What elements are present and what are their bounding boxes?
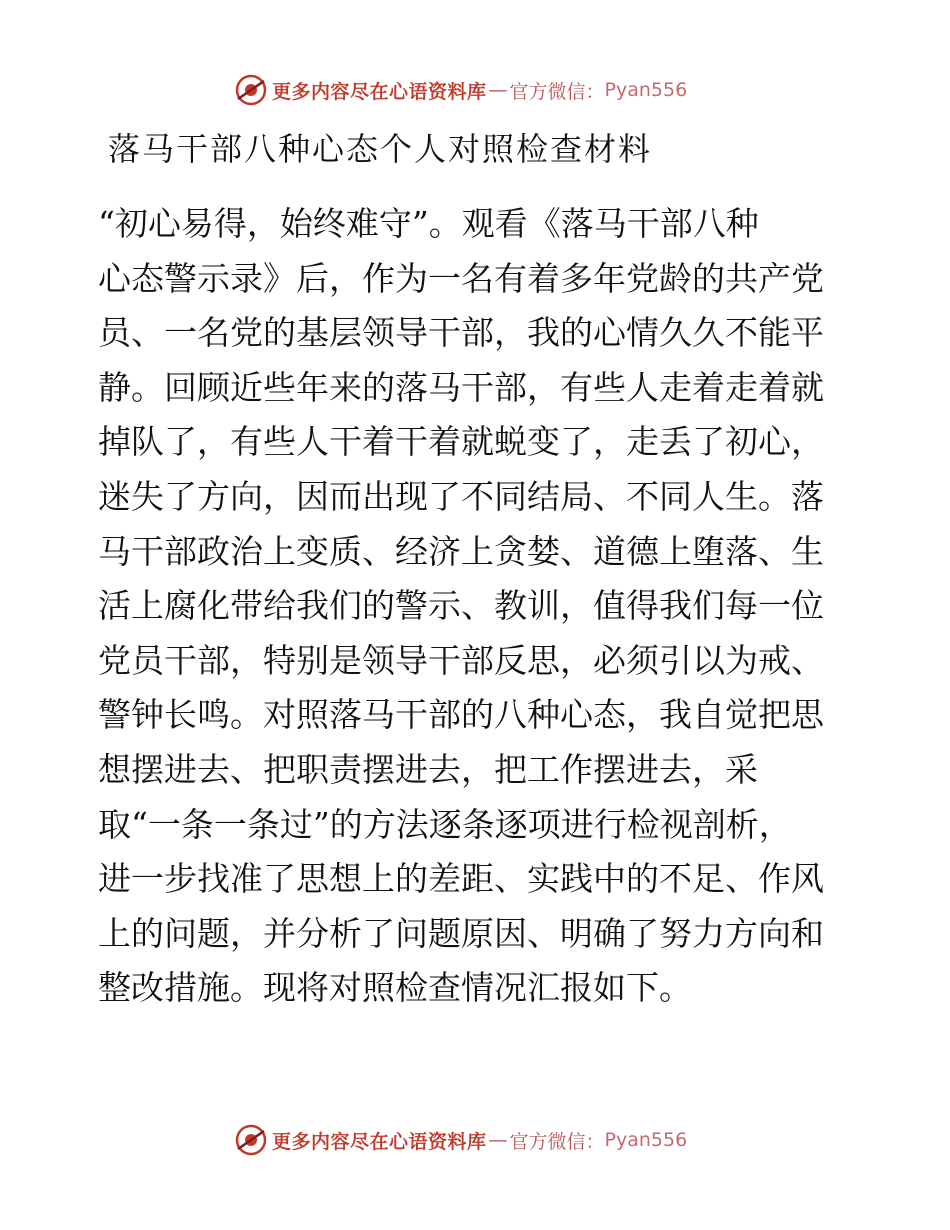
- banner-wechat-id: Pyan556: [604, 79, 688, 101]
- header-banner: [234, 72, 687, 108]
- body-line: 想摆进去、把职责摆进去，把工作摆进去，采: [98, 749, 758, 789]
- body-line: 心态警示录》后，作为一名有着多年党龄的共产党: [98, 258, 824, 298]
- body-line: 员、一名党的基层领导干部，我的心情久久不能平: [98, 313, 824, 353]
- body-line: 静。回顾近些年来的落马干部，有些人走着走着就: [98, 367, 824, 407]
- footer-banner: [234, 1122, 687, 1158]
- brand-logo-icon: [234, 1123, 268, 1157]
- body-line: 党员干部，特别是领导干部反思，必须引以为戒、: [98, 640, 824, 680]
- body-line: 取“一条一条过”的方法逐条逐项进行检视剖析，: [98, 804, 792, 844]
- body-line: “初心易得，始终难守”。观看《落马干部八种: [98, 204, 759, 243]
- document-body: [98, 197, 858, 1016]
- body-line: 上的问题，并分析了问题原因、明确了努力方向和: [98, 913, 824, 953]
- body-line: 马干部政治上变质、经济上贪婪、道德上堕落、生: [98, 531, 824, 571]
- body-line: 警钟长鸣。对照落马干部的八种心态，我自觉把思: [98, 695, 824, 735]
- brand-logo-icon: [234, 73, 268, 107]
- body-line: 活上腐化带给我们的警示、教训，值得我们每一位: [98, 586, 824, 626]
- banner-site-name: 更多内容尽在心语资料库: [272, 1130, 487, 1153]
- banner-site-name: 更多内容尽在心语资料库: [272, 80, 487, 103]
- body-line: 掉队了，有些人干着干着就蜕变了，走丢了初心，: [98, 422, 824, 462]
- banner-dash: —: [488, 1129, 508, 1151]
- banner-dash: —: [488, 79, 508, 101]
- document-title: 落马干部八种心态个人对照检查材料: [108, 130, 653, 168]
- banner-wechat-label: 官方微信：: [509, 1130, 605, 1153]
- body-line: 进一步找准了思想上的差距、实践中的不足、作风: [98, 859, 824, 899]
- banner-wechat-label: 官方微信：: [509, 80, 605, 103]
- body-line: 迷失了方向，因而出现了不同结局、不同人生。落: [98, 476, 824, 516]
- banner-wechat-id: Pyan556: [604, 1129, 688, 1151]
- body-line: 整改措施。现将对照检查情况汇报如下。: [98, 968, 692, 1008]
